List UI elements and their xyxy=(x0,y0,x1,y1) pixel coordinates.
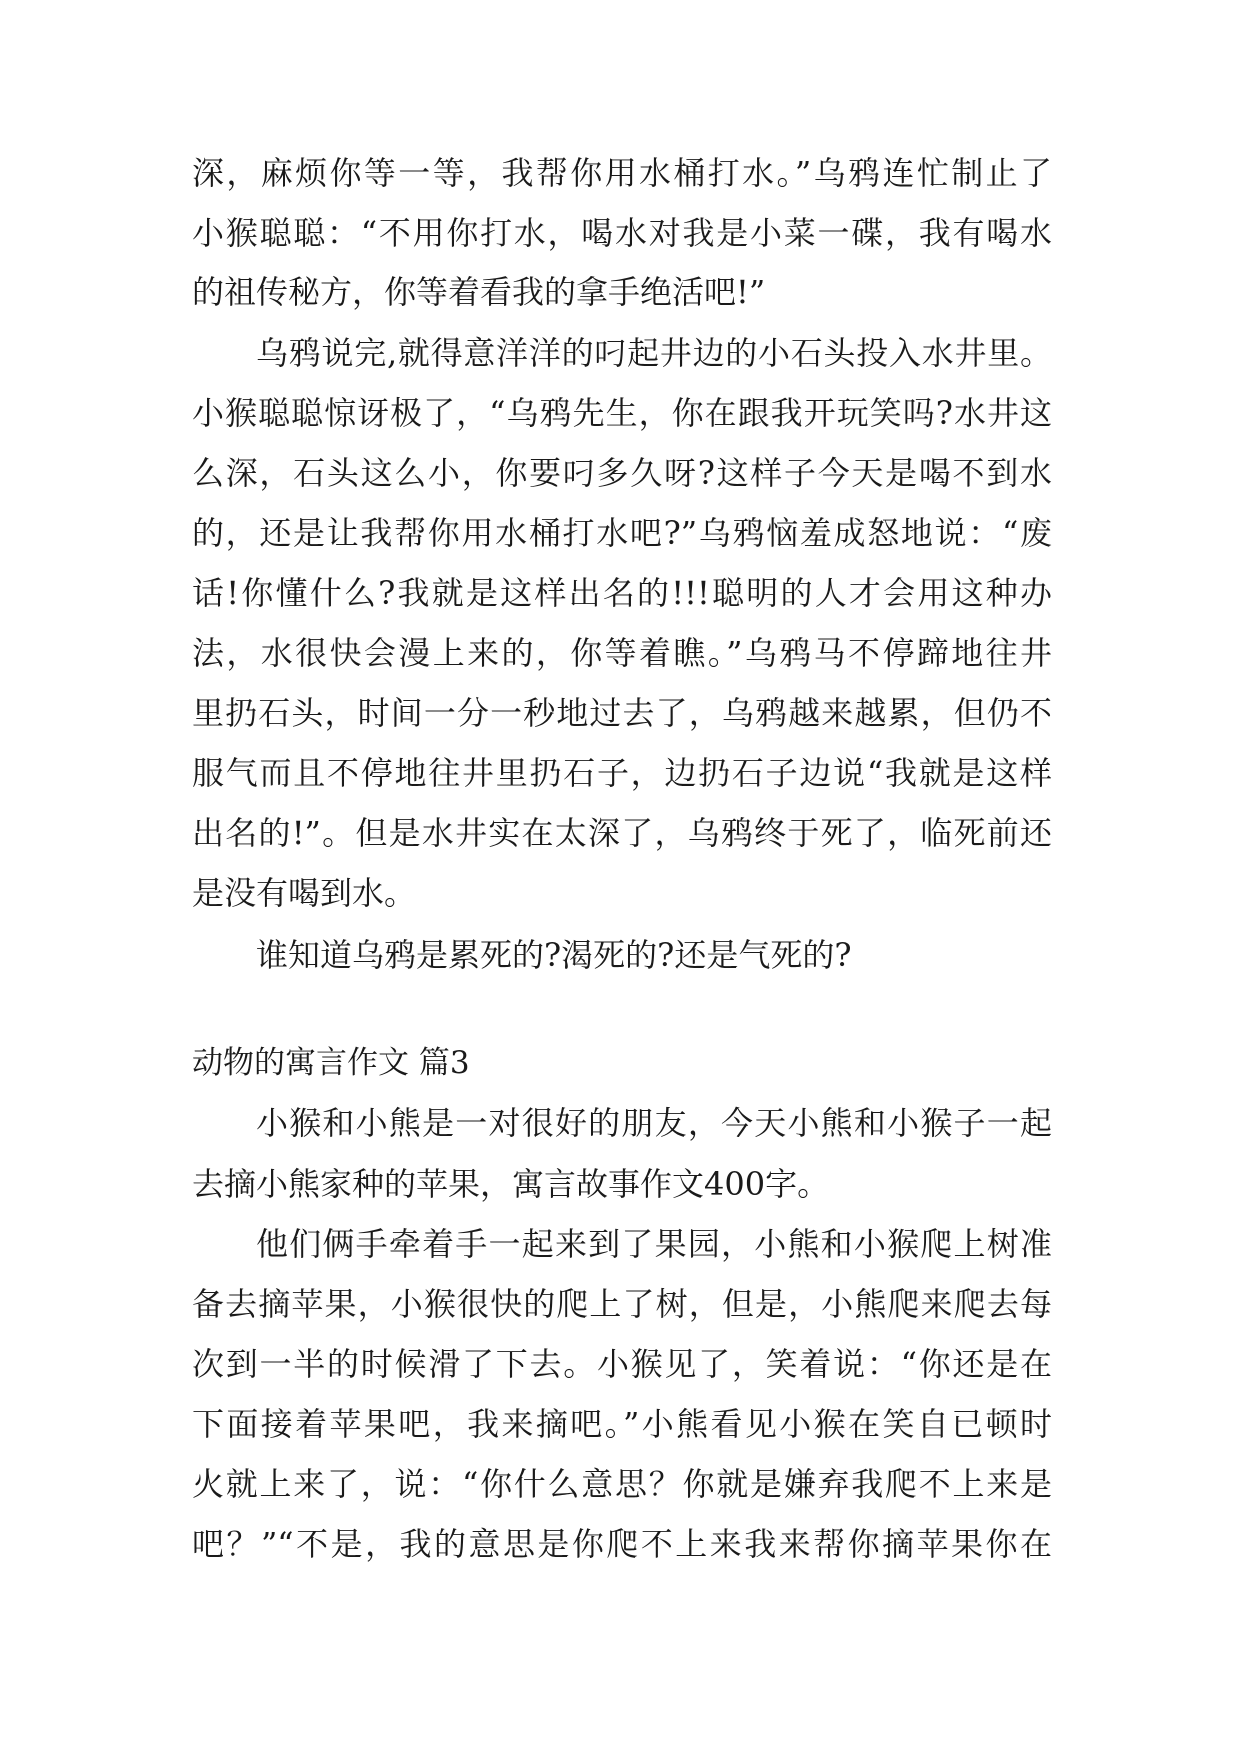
paragraph-line: 谁知道乌鸦是累死的?渴死的?还是气死的? xyxy=(256,936,852,974)
paragraph-line: 的祖传秘方，你等着看我的拿手绝活吧!” xyxy=(192,273,766,311)
paragraph-line: 去摘小熊家种的苹果，寓言故事作文400字。 xyxy=(192,1165,830,1203)
paragraph-line: 吧？”“不是，我的意思是你爬不上来我来帮你摘苹果你在 xyxy=(192,1525,1052,1563)
paragraph-line: 法，水很快会漫上来的，你等着瞧。”乌鸦马不停蹄地往井 xyxy=(192,634,1052,672)
paragraph-line: 火就上来了，说：“你什么意思？你就是嫌弃我爬不上来是 xyxy=(192,1465,1052,1503)
paragraph-line: 出名的!”。但是水井实在太深了，乌鸦终于死了，临死前还 xyxy=(192,814,1052,852)
paragraph-line: 里扔石头，时间一分一秒地过去了，乌鸦越来越累，但仍不 xyxy=(192,694,1052,732)
section-heading: 动物的寓言作文 篇3 xyxy=(192,1045,470,1081)
paragraph-line: 小猴和小熊是一对很好的朋友，今天小熊和小猴子一起 xyxy=(256,1104,1052,1142)
paragraph-line: 么深，石头这么小，你要叼多久呀?这样子今天是喝不到水 xyxy=(192,454,1052,492)
paragraph-line: 次到一半的时候滑了下去。小猴见了，笑着说：“你还是在 xyxy=(192,1345,1052,1383)
paragraph-line: 话!你懂什么?我就是这样出名的!!!聪明的人才会用这种办 xyxy=(192,574,1052,612)
paragraph-line: 小猴聪聪惊讶极了，“乌鸦先生，你在跟我开玩笑吗?水井这 xyxy=(192,394,1052,432)
paragraph-line: 他们俩手牵着手一起来到了果园，小熊和小猴爬上树准 xyxy=(256,1225,1052,1263)
paragraph-line: 深，麻烦你等一等，我帮你用水桶打水。”乌鸦连忙制止了 xyxy=(192,154,1052,192)
paragraph-line: 小猴聪聪：“不用你打水，喝水对我是小菜一碟，我有喝水 xyxy=(192,214,1052,252)
paragraph-line: 的，还是让我帮你用水桶打水吧?”乌鸦恼羞成怒地说：“废 xyxy=(192,514,1052,552)
paragraph-line: 备去摘苹果，小猴很快的爬上了树，但是，小熊爬来爬去每 xyxy=(192,1285,1052,1323)
paragraph-line: 下面接着苹果吧，我来摘吧。”小熊看见小猴在笑自已顿时 xyxy=(192,1405,1052,1443)
paragraph-line: 乌鸦说完,就得意洋洋的叼起井边的小石头投入水井里。 xyxy=(256,334,1052,372)
paragraph-line: 是没有喝到水。 xyxy=(192,874,417,912)
paragraph-line: 服气而且不停地往井里扔石子，边扔石子边说“我就是这样 xyxy=(192,754,1052,792)
